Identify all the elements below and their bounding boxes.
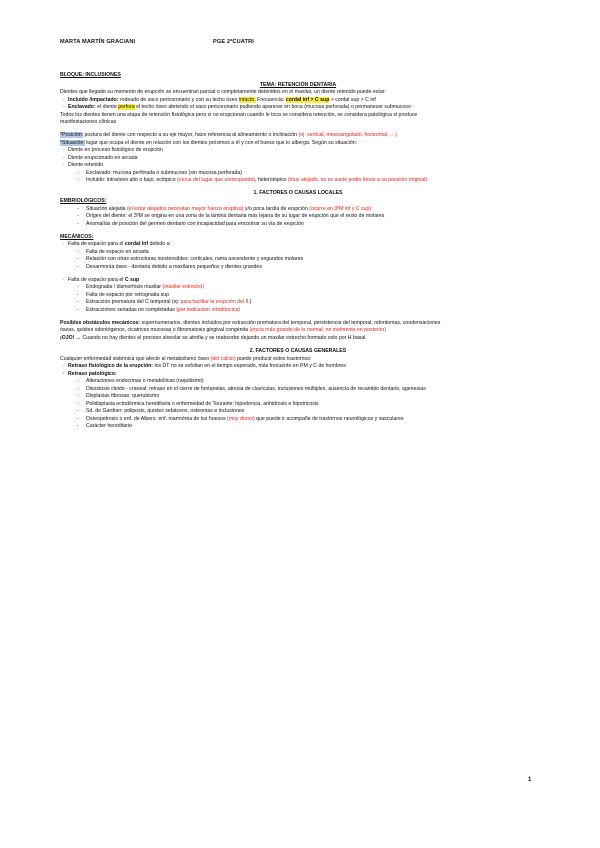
embrio-text: Situación alejada	[86, 205, 127, 212]
situation-definition	[60, 140, 536, 148]
incluido-highlight: intacto.	[238, 96, 256, 103]
intro-text: Dientes que llegado su momento de erupción se encuentran parcial o completamente detenidos en el maxilar, un diente retenido puede estar:	[60, 89, 386, 96]
position-label: *Posición:	[60, 132, 84, 139]
pato-item: - Alteraciones endocrinas o metabólicas (raquitismo)	[60, 378, 536, 386]
section-2-title: 2. FACTORES O CAUSAS GENERALES	[249, 348, 347, 354]
position-text: postura del diente con respecto a su eje mayor, hace referencia al alineamiento o inclinación	[83, 132, 299, 139]
pato-item: - Disostosis cleido - craneal: retraso en el cierre de fontanelas, atresia de clavículas, inclusiones múltiples, ausencia de recambio dentario, agenesias	[60, 386, 536, 394]
situation-text: lugar que ocupa el diente en relación con los dientes próximos a él y con el hueso que lo alberga. Según su situación:	[84, 139, 358, 146]
s2-intro-tail: puede producir estos trastornos:	[235, 355, 312, 362]
block-title: BLOQUE: INCLUSIONES	[60, 72, 121, 78]
embrio-item: - Origen del diente: el 3ºM se origina en una zona de la lámina dentaria más lejana de su lugar de erupción que el resto de molares	[60, 213, 536, 221]
embrio-tail: y/o poca tardía de erupción	[243, 205, 310, 212]
situation-item: · Diente retenido	[60, 162, 536, 170]
course-name: PGE 2ºCUATRI	[212, 39, 255, 45]
author-name: MARTA MARTÍN GRACIANI	[60, 39, 136, 45]
document-body	[60, 72, 536, 431]
pato-text: Osteopetrosis o enf. de Albers: enf. marmórea de los huesos	[86, 415, 228, 422]
position-definition	[60, 132, 536, 140]
mec-inf-item: - Falta de espacio en arcada	[60, 249, 536, 257]
pato-item: - Displasias fibrosas: querubismo	[60, 393, 536, 401]
pato-tail: que puede ir acompañe de trastornos neurológicos y vasculares	[254, 415, 404, 422]
mec-inf-item: - Desarmonía óseo - dentaria debido a maxilares pequeños y dientes grandes	[60, 264, 536, 272]
mec-lack-inf	[60, 241, 536, 249]
mec-c-text: Extracción prematura del C temporal (ej:	[86, 299, 181, 306]
incluido-label: Incluido /impactado:	[68, 96, 119, 103]
obstacles-line-1	[60, 320, 536, 328]
fisio-label: Retraso fisiológico de la erupción:	[68, 363, 154, 370]
enclavado-highlight: perfora	[118, 104, 135, 111]
fisio-delay	[60, 363, 536, 371]
s2-intro-text: Cualquier enfermedad sistémica que afecte al metabolismo óseo	[60, 355, 211, 362]
enclavado-label: Enclavado:	[68, 104, 96, 111]
document-header	[60, 38, 254, 46]
obstacles-text-1: supernumerarios, dientes incluidos por extracción prematura del temporal, persistencia del temporal, odontomas, condensaciones	[140, 319, 441, 326]
mec-c-item	[60, 284, 536, 292]
embrio-item	[60, 206, 536, 214]
incluido-tail: > cordal sup > C inf	[329, 96, 376, 103]
state-enclavado	[60, 104, 536, 112]
situation-label: *Situación:	[60, 139, 85, 146]
mec-lack-inf-tail: debido a:	[148, 241, 171, 248]
situation-item: · Diente erupcionado en arcada	[60, 155, 536, 163]
pato-delay-label: · Retraso patológico:	[60, 371, 536, 379]
mec-c-note: para facilitar la erupción del IL	[180, 299, 250, 306]
incluido-mid: , heterotópico	[255, 177, 288, 184]
state-incluido	[60, 97, 536, 105]
position-example: (ej: vertical, mesioangulado, horizontal, …)	[298, 132, 397, 139]
mec-c-item	[60, 307, 536, 315]
mec-c-tail: )	[249, 299, 252, 306]
section-2-intro	[60, 356, 536, 364]
pato-item: - Polidisplasia ectodérmica hereditaria o enfermedad de Touraine: hipodoncia, anhidrosis e hipotricosis	[60, 401, 536, 409]
s2-intro-note: (del calcio)	[210, 355, 236, 362]
pato-item	[60, 416, 536, 424]
incluido-text: rodeado de saco pericoronario y con su lecho óseo	[118, 96, 239, 103]
retained-enclavado: - Enclavado: mucosa perforada o submucoso (sin mucosa perforada)	[60, 170, 536, 178]
enclavado-text1: el diente	[95, 104, 119, 111]
ojo-text: → Cuando no hay dientes el proceso alveolar se atrofia y se reabsorbe dejando un maxilar estrecho formado solo por H basal	[74, 334, 366, 341]
mec-c-note: (por indicación ortodóncica)	[176, 306, 240, 313]
topic-title	[60, 82, 536, 90]
obstacles-line-2	[60, 327, 536, 335]
mec-lack-inf-text: Falta de espacio para el	[68, 241, 125, 248]
embrio-item: - Anomalías de posición del germen dentario con incapacidad para encontrar su vía de erupción	[60, 221, 536, 229]
embrio-note-2: (ocurre en 3ºM inf y C sup)	[309, 205, 372, 212]
mec-c-item	[60, 299, 536, 307]
stages-line-1: Todos los dientes tienen una etapa de retención fisiológica pero si no erupcionan cuando le toca se considera retención, se considera patológica si produce	[60, 111, 418, 118]
topic-text: TEMA: RETENCIÓN DENTARIA	[259, 81, 337, 88]
mec-c-text: Endognatia / dismorfosis maxilar	[86, 284, 163, 291]
mec-inf-item: - Relación con otras estructuras inextensibles: corticales, rama ascendente y segundos molares	[60, 256, 536, 264]
incluido-desc: Incluido: intraóseo alto o bajo, ectópico	[86, 177, 178, 184]
enclavado-text2: el techo óseo abriendo el saco pericoronario pudiendo aparecer en boca (mucosa perforada) o permanecer submucoso	[134, 104, 411, 111]
pato-item: - Carácter hereditario	[60, 423, 536, 431]
mec-lack-c-bold: C sup	[124, 276, 140, 283]
retained-incluido	[60, 177, 536, 185]
pato-item: - Sd. de Gardner: poliposis, quistes sebáceos, osteomas e inclusiones	[60, 408, 536, 416]
frequency-highlight: cordal inf > C sup	[285, 96, 330, 103]
obstacles-note: (encía más grande de lo normal, no melmente en posterior)	[249, 327, 387, 334]
ojo-label: ¡OJO!	[60, 334, 75, 341]
section-1-title: 1. FACTORES O CAUSAS LOCALES	[253, 190, 343, 197]
pato-note: (muy duros)	[227, 415, 255, 422]
embrio-title: EMBRIOLÓGICOS:	[60, 197, 107, 204]
ojo-note	[60, 335, 536, 343]
fisio-text: los DT no se exfolian en el tiempo esperado, más frecuente en PM y C de hombres	[153, 363, 346, 370]
mec-c-text: Extracciones seriadas no completadas	[86, 306, 177, 313]
heterotopic-note: (muy alejado, no se suele poder llevar a su posición original)	[287, 177, 428, 184]
mec-title: MECÁNICOS:	[60, 233, 94, 240]
mec-c-item: - Falta de espacio por retrognatia sup	[60, 292, 536, 300]
obstacles-text-2: óseas, quistes odontógenos, cicatrices mucosas o fibromatosis gingival congénita	[60, 327, 250, 334]
mec-lack-c	[60, 277, 536, 285]
embrio-note: (el estar alejados necesitan mayor fuerza eruptiva)	[126, 205, 244, 212]
incluido-frequency: Frecuencia:	[255, 96, 286, 103]
mec-lack-inf-bold: cordal inf	[124, 241, 149, 248]
mec-lack-c-text: Falta de espacio para el	[68, 276, 125, 283]
obstacles-label: Posibles obstáculos mecánicos:	[60, 319, 141, 326]
page-number: 1	[528, 777, 532, 783]
stages-line-2: manifestaciones clínicas	[60, 119, 117, 126]
situation-item: · Diente en proceso fisiológico de erupción	[60, 147, 536, 155]
mec-c-note: (maxilar estrecho)	[162, 284, 204, 291]
ectopic-note: (cerca del lugar que corresponda)	[177, 177, 255, 184]
